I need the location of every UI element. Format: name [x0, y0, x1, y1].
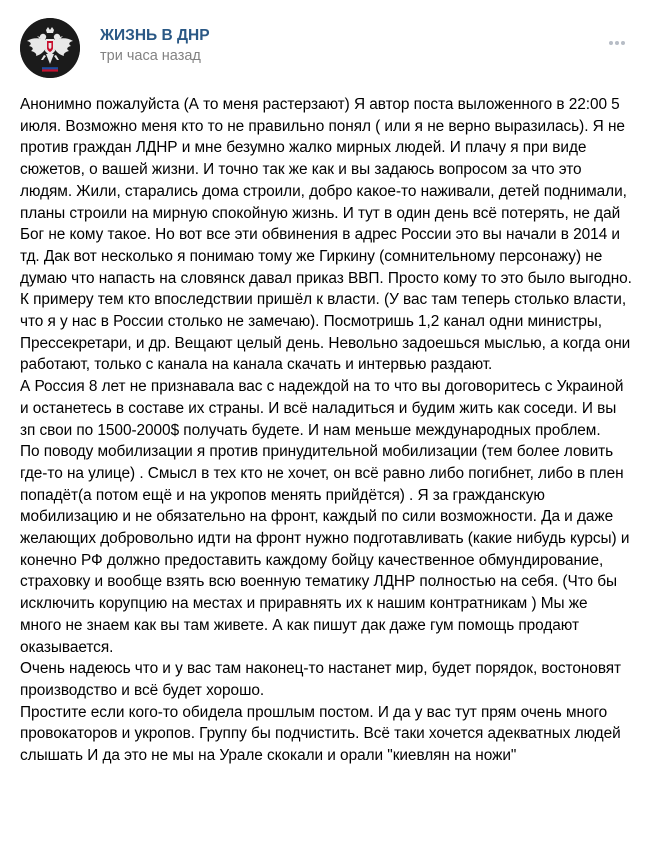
post-paragraph: А Россия 8 лет не признавала вас с надеждой на то что вы договоритесь с Украиной и останетесь в составе их страны. И всё наладиться и будим жить как соседи. И вы зп свои по 1500-2000$ получать будете. И нам меньше международных проблем.	[20, 378, 624, 439]
post-paragraph: По поводу мобилизации я против принудительной мобилизации (тем более ловить где-то на улице) . Смысл в тех кто не хочет, он всё равно либо погибнет, либо в плен попадёт(а потом ещё и на укропов менять прийдётся) . Я за гражданскую мобилизацию и не обязательно на фронт, каждый по сили возможности. Да и даже желающих добровольно идти на фронт нужно подготавливать (какие нибудь курсы) и конечно РФ должно предоставить каждому бойцу качественное обмундирование, страховку и вообще взять всю военную тематику ЛДНР полностью на себя. (Что бы исключить корупцию на местах и приравнять их к нашим контратникам ) Мы же много не знаем как вы там живете. А как пишут дак даже гум помощь продают оказывается.	[20, 443, 630, 656]
dnr-coat-of-arms-icon	[20, 18, 80, 78]
post-author-name[interactable]: ЖИЗНЬ В ДНР	[100, 27, 210, 44]
post-paragraph: Анонимно пожалуйста (А то меня растерзают) Я автор поста выложенного в 22:00 5 июля. Возможно меня кто то не правильно понял ( или я не верно выразилась). Я не против граждан ЛДНР и мне безумно жалко мирных людей. И плачу я при виде сюжетов, о вашей жизни. И точно так же как и вы задаюсь вопросом за что это людям. Жили, старались дома строили, добро какое-то наживали, детей поднимали, планы строили на мирную спокойную жизнь. И тут в один день всё потерять, не дай Бог не кому такое. Но вот все эти обвинения в адрес России это вы начали в 2014 и тд. Дак вот несколько я понимаю тому же Гиркину (сомнительному персонажу) не думаю что напасть на словянск давал приказ ВВП. Просто кому то это было выгодно. К примеру тем кто впоследствии пришёл к власти. (У вас там теперь столько власти, что я у нас в России столько не замечаю). Посмотришь 1,2 канал одни министры, Прессекретари, и др. Вещают целый день. Невольно задоешься мыслью, а когда они работают, только с канала на канала скачать и интервью раздают.	[20, 96, 632, 374]
post-paragraph: Очень надеюсь что и у вас там наконец-то настанет мир, будет порядок, востоновят производство и всё будет хорошо.	[20, 660, 622, 699]
post-text	[20, 94, 632, 767]
post-paragraph: Простите если кого-то обидела прошлым постом. И да у вас тут прям очень много провокаторов и укропов. Группу бы подчистить. Всё таки хочется адекватных людей слышать И да это не мы на Урале скокали и орали "киевлян на ножи"	[20, 703, 621, 765]
avatar[interactable]	[20, 18, 80, 78]
post-actions-menu-button[interactable]	[601, 34, 631, 52]
more-horizontal-icon	[601, 34, 631, 52]
post-time[interactable]: три часа назад	[100, 48, 201, 64]
